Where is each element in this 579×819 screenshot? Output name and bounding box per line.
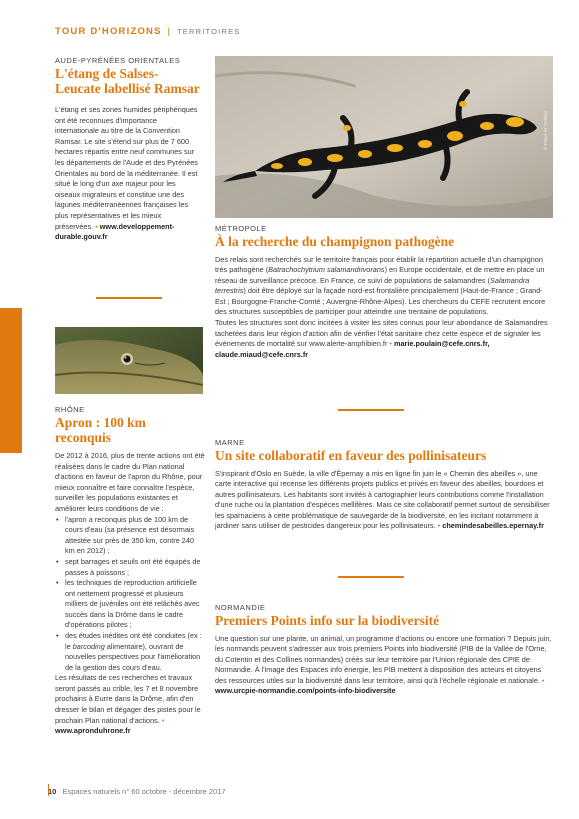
page-footer bbox=[48, 787, 226, 796]
list-item: • les techniques de reproduction artificielle ont nettement progressé et plusieurs milliers de juvéniles ont été relâchés avec succès dans la Drôme dans le cadre d'opérations pilotes ; bbox=[65, 578, 205, 631]
article-region: NORMANDIE bbox=[215, 603, 266, 612]
article-body bbox=[215, 469, 553, 532]
article-outro: Les résultats de ces recherches et travaux seront passés au crible, les 7 et 8 novembre prochains à Eurre dans la Drôme, afin d'en dresser le bilan et dégager des pistes pour le prochain Plan national d'actions. bbox=[55, 673, 201, 725]
header-separator: | bbox=[167, 26, 172, 37]
side-tab-marker bbox=[0, 308, 22, 453]
article-link[interactable]: www.apronduhrone.fr bbox=[55, 726, 131, 736]
divider bbox=[338, 409, 404, 411]
article-region: MARNE bbox=[215, 438, 245, 447]
link-bullet: • bbox=[541, 675, 545, 685]
divider bbox=[96, 297, 162, 299]
article-link[interactable]: www.alerte-amphibien.fr bbox=[309, 339, 388, 349]
publication-info: Espaces naturels n° 60 octobre - décembre 2017 bbox=[62, 787, 226, 796]
article-text: L'étang et ses zones humides périphériques ont été reconnues d'importance internationale au titre de la Convention Ramsar. Le site s'étend sur plus de 7 600 hectares répartis entre neuf communes sur les départements de l'Aude et des Pyrénées Orientales au bord de la méditerranée. Il est situé le long d'un axe majeur pour les oiseaux migrateurs et constitue une des lagunes méditerranéennes françaises les plus représentatives et les mieux préservées. bbox=[55, 105, 198, 231]
article-region: RHÔNE bbox=[55, 405, 85, 414]
photo-credit: © Pierre W. Vollmer bbox=[543, 110, 548, 150]
article-title: L'étang de Salses-Leucate labellisé Ramsar bbox=[55, 66, 200, 96]
article-ramsar bbox=[55, 56, 200, 243]
bullet-list bbox=[55, 515, 205, 674]
article-link[interactable]: www.urcpie-normandie.com/points-info-biodiversite bbox=[215, 686, 396, 696]
article-title: À la recherche du champignon pathogène bbox=[215, 234, 455, 249]
section-title: TOUR D'HORIZONS bbox=[55, 26, 162, 37]
link-bullet: • bbox=[161, 715, 165, 725]
article-normandie bbox=[215, 603, 553, 697]
apron-fish-photo bbox=[55, 327, 203, 394]
article-champignon bbox=[215, 224, 553, 360]
article-paragraph: Toutes les structures sont donc incitées à visiter les sites connus pour leur abondance de Salamandres tachetées dans leur région d'action afin de vérifier l'état sanitaire chez cette espèce et de signaler les événements de mortalité sur www.alerte-amphibien.fr • marie.poulain@cefe.cnrs.fr, claude.miaud@cefe.cnrs.fr bbox=[215, 318, 548, 359]
article-link[interactable]: marie.poulain@cefe.cnrs.fr, claude.miaud@cefe.cnrs.fr bbox=[215, 339, 490, 359]
article-paragraph: Des relais sont recherchés sur le territoire français pour établir la répartition actuelle d'un champignon très pathogène (Batrachochytrium salamandrivorans) en Europe occidentale, et de mettre en place un réseau de surveillance précoce. En France, ce suivi de populations de salamandres (Salamandra terrestris) doit être déployé sur la façade nord-est frontalière principalement (Haut-de-France ; Grand-Est ; Bourgogne-Franche-Comté ; Auvergne-Rhône-Alpes). Les chercheurs du CEFE recrutent encore des structures susceptibles de participer pour atteindre une trentaine de populations. bbox=[215, 254, 546, 317]
divider bbox=[338, 576, 404, 578]
section-subtitle: TERRITOIRES bbox=[177, 27, 241, 36]
article-apron bbox=[55, 405, 205, 737]
article-text: Une question sur une plante, un animal, un programme d'actions ou encore une formation ? Depuis juin, les normands peuvent s'adresser aux trois premiers Points info biodiversité (PIB de la Vallée de l'Orne, du Cotentin et des Collines normandes) créés sur leur territoire par l'Union régionale des CPIE de Normandie. À l'image des Espaces info énergie, les PIB mettent à disposition des acteurs et citoyens des ressources utiles sur la biodiversité dans leur territoire, ainsi qu'à l'échelle régionale et nationale. bbox=[215, 633, 552, 685]
list-item: • sept barrages et seuils ont été équipés de passes à poissons ; bbox=[65, 557, 205, 578]
article-link[interactable]: www.developpement-durable.gouv.fr bbox=[55, 221, 175, 242]
page-number: 10 bbox=[48, 787, 57, 796]
article-region: AUDE-PYRÉNÉES ORIENTALES bbox=[55, 56, 181, 65]
article-region: MÉTROPOLE bbox=[215, 224, 267, 233]
list-item: • l'apron a reconquis plus de 100 km de cours d'eau (sa présence est désormais attestée sur près de 350 km, contre 240 km en 2012) ; bbox=[65, 515, 205, 557]
salamander-photo bbox=[215, 56, 553, 218]
article-link[interactable]: chemindesabeilles.epernay.fr bbox=[442, 521, 544, 531]
link-bullet: • bbox=[437, 521, 441, 531]
article-body bbox=[55, 451, 205, 737]
link-bullet: • bbox=[95, 221, 98, 231]
link-bullet: • bbox=[389, 339, 392, 349]
section-header bbox=[55, 26, 241, 37]
article-body bbox=[55, 105, 200, 243]
article-pollinisateurs bbox=[215, 438, 553, 532]
article-title: Un site collaboratif en faveur des pollinisateurs bbox=[215, 448, 487, 463]
article-intro: De 2012 à 2016, plus de trente actions ont été réalisées dans le cadre du Plan national d'actions en faveur de l'apron du Rhône, pour mieux connaître et faire connaître l'espèce, surveiller les populations existantes et améliorer leurs conditions de vie : bbox=[55, 451, 205, 514]
list-item: • des études inédites ont été conduites (ex : le barcoding alimentaire), ouvrant de nouvelles perspectives pour l'amélioration de la gestion des cours d'eau. bbox=[65, 631, 205, 673]
article-title: Apron : 100 km reconquis bbox=[55, 415, 146, 445]
article-title: Premiers Points info sur la biodiversité bbox=[215, 613, 440, 628]
article-text: S'inspirant d'Oslo en Suède, la ville d'Épernay a mis en ligne fin juin le « Chemin des abeilles », une carte interactive qui recense les différents projets publics et privés en faveur des abeilles, bourdons et autres pollinisateurs. Les habitants sont invités à cartographier leurs contributions comme l'installation d'une ruche ou la plantation d'espèces mellifères. Mais ce site collaboratif permet surtout de sensibiliser les sparnaciens à cette problématique de sauvegarde de la biodiversité, en les incitant notamment à jardiner sans utiliser de pesticides dangereux pour les pollinisateurs. bbox=[215, 468, 550, 531]
article-body bbox=[215, 634, 553, 697]
article-body bbox=[215, 255, 553, 361]
